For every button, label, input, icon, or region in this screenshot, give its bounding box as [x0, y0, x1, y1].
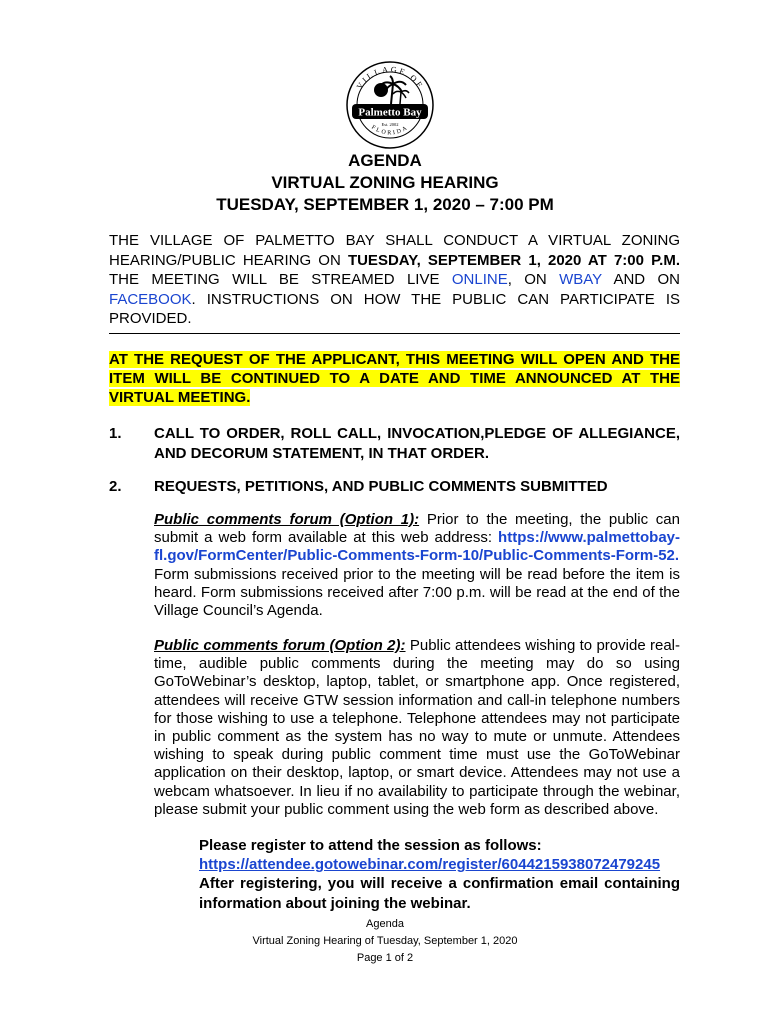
footer-agenda: Agenda [366, 918, 404, 930]
hearing-title: VIRTUAL ZONING HEARING [271, 173, 499, 192]
footer-page-number: Page 1 of 2 [356, 952, 414, 964]
date-title: TUESDAY, SEPTEMBER 1, 2020 – 7:00 PM [216, 195, 554, 214]
continuance-notice: AT THE REQUEST OF THE APPLICANT, THIS MEETING WILL OPEN AND THE ITEM WILL BE CONTINUED TO A DATE AND TIME ANNOUNCED AT THE VIRTUAL MEETING. [109, 351, 680, 406]
register-followup: After registering, you will receive a confirmation email containing information about joining the webinar. [199, 875, 680, 912]
option2-label: Public comments forum (Option 2): [154, 637, 406, 654]
intro-paragraph: THE VILLAGE OF PALMETTO BAY SHALL CONDUCT A VIRTUAL ZONING HEARING/PUBLIC HEARING ON TUESDAY, SEPTEMBER 1, 2020 AT 7:00 P.M. THE MEETING WILL BE STREAMED LIVE ONLINE, ON WBAY AND ON FACEBOOK. INSTRUCTIONS ON HOW THE PUBLIC CAN PARTICIPATE IS PROVIDED. [109, 232, 680, 327]
option1-paragraph: Public comments forum (Option 1): Prior to the meeting, the public can submit a web form available at this web address: https://www.palmettobay-fl.gov/FormCenter/Public-Comments-Form-10/Public-Comments-Form-52. Form submissions received prior to the meeting will be read before the item is heard. Form submissions received after 7:00 p.m. will be read at the end of the Village Council’s Agenda. [154, 511, 680, 620]
item-number: 2. [109, 478, 122, 495]
svg-text:Palmetto Bay: Palmetto Bay [358, 106, 422, 119]
item-text: REQUESTS, PETITIONS, AND PUBLIC COMMENTS SUBMITTED [154, 478, 608, 495]
option1-label: Public comments forum (Option 1): [154, 511, 420, 528]
webinar-register-link[interactable]: https://attendee.gotowebinar.com/register/6044215938072479245 [199, 856, 661, 874]
wbay-link[interactable]: WBAY [559, 271, 602, 288]
divider [109, 333, 680, 334]
online-link[interactable]: ONLINE [451, 271, 508, 288]
svg-text:VILLAGE OF: VILLAGE OF [354, 64, 426, 91]
village-seal-logo [345, 60, 435, 150]
option2-paragraph: Public comments forum (Option 2): Public attendees wishing to provide real-time, audible public comments during the meeting may do so using GoToWebinar’s desktop, laptop, tablet, or smartphone app. Once registered, attendees will receive GTW session information and call-in telephone numbers for those wishing to use a telephone. Telephone attendees may not participate in public comment as the system has no way to mute or unmute. Attendees wishing to speak during public comment time must use the GoToWebinar application on their desktop, laptop, or smart device. Attendees may not use a webcam whatsoever. In lieu if no availability to participate through the webinar, please submit your public comment using the web form as described above. [154, 637, 680, 818]
svg-text:Est. 2002: Est. 2002 [381, 122, 399, 127]
register-instruction: Please register to attend the session as follows: [199, 837, 542, 854]
item-text: CALL TO ORDER, ROLL CALL, INVOCATION,PLEDGE OF ALLEGIANCE, AND DECORUM STATEMENT, IN THAT ORDER. [154, 425, 680, 462]
comment-form-link[interactable]: https://www.palmettobay-fl.gov/FormCenter/Public-Comments-Form-10/Public-Comments-Form-52. [154, 529, 680, 565]
registration-block [199, 836, 680, 913]
agenda-title: AGENDA [348, 151, 422, 170]
svg-text:FLORIDA: FLORIDA [370, 124, 410, 137]
facebook-link[interactable]: FACEBOOK [109, 290, 192, 308]
footer-meeting: Virtual Zoning Hearing of Tuesday, September 1, 2020 [252, 935, 518, 947]
item-number: 1. [109, 425, 122, 442]
